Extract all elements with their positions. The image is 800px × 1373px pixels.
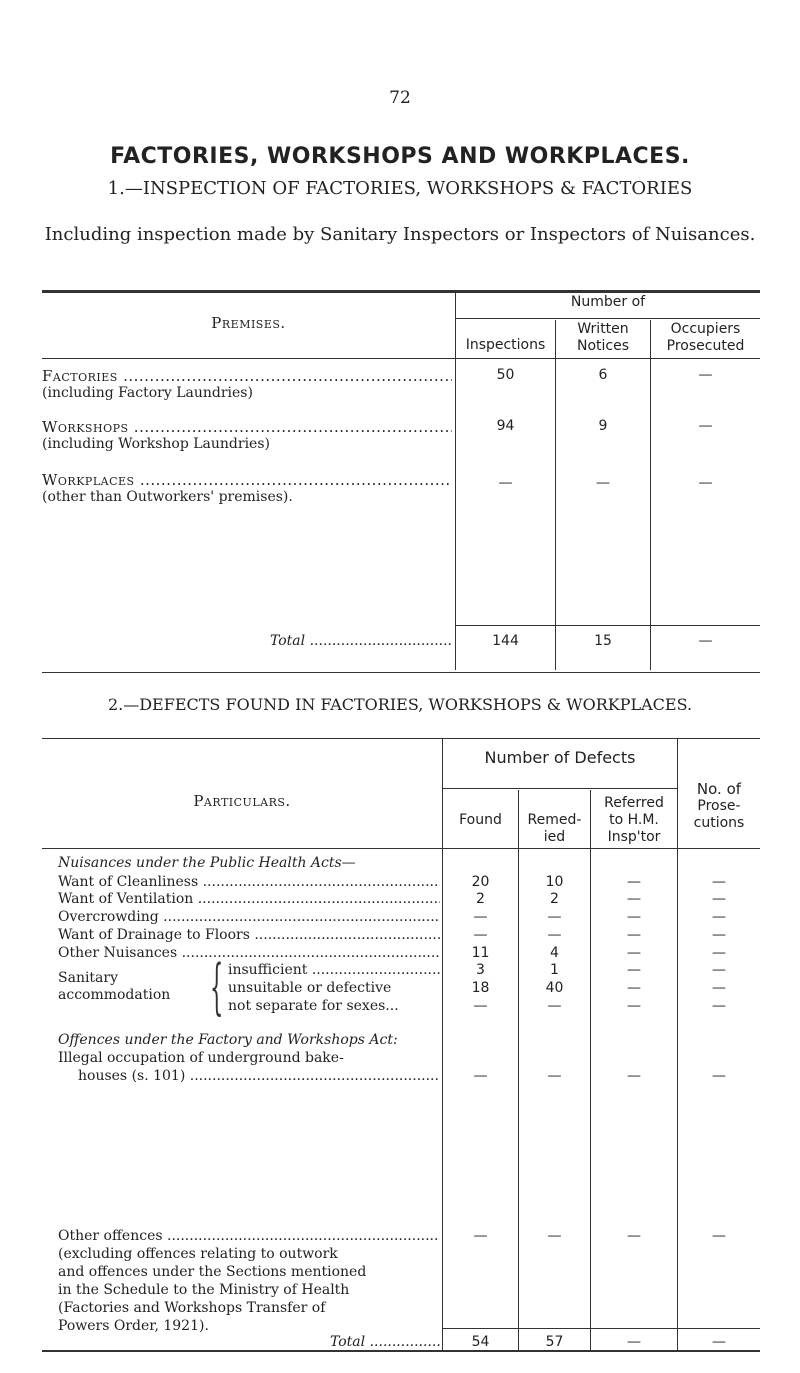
cleanliness-remedied: 10 [545, 874, 564, 890]
sanitary-unsuitable-remedied: 40 [545, 980, 564, 996]
table1-bottom-rule [42, 672, 760, 673]
sanitary-brace-icon: { [210, 952, 224, 1022]
nuisances-heading: Nuisances under the Public Health Acts— [58, 855, 356, 871]
sanitary-separate-found: — [473, 998, 488, 1014]
section2-title: 2.—DEFECTS FOUND IN FACTORIES, WORKSHOPS & WORKPLACES. [107, 695, 693, 714]
referred-header-2: to H.M. [609, 812, 659, 828]
sanitary-separate-label: not separate for sexes... [228, 998, 399, 1014]
sanitary-unsuitable-label: unsuitable or defective [228, 980, 392, 996]
sanitary-unsuitable-prosecutions: — [712, 980, 726, 996]
workshops-notices: 9 [598, 418, 608, 434]
workplaces-prosecuted: — [698, 475, 713, 491]
page-number: 72 [389, 88, 411, 108]
ventilation-label: Want of Ventilation ..... [58, 891, 440, 907]
illegal-prosecutions: — [712, 1068, 726, 1084]
prosecutions-header-2: Prose- [697, 798, 741, 814]
ventilation-remedied: 2 [550, 891, 559, 907]
other-offences-desc-4: (Factories and Workshops Transfer of [58, 1300, 326, 1316]
other-offences-found: — [473, 1228, 488, 1244]
table1-header-rule [42, 358, 760, 359]
prosecutions-header-3: cutions [693, 815, 745, 831]
table1-total-label: Total ..... [270, 633, 452, 649]
other-offences-desc-2: and offences under the Sections mentioned [58, 1264, 367, 1280]
overcrowding-label: Overcrowding ..... [58, 909, 440, 925]
sanitary-insufficient-remedied: 1 [550, 962, 559, 978]
overcrowding-remedied: — [547, 909, 562, 925]
sanitary-separate-referred: — [627, 998, 641, 1014]
sanitary-separate-remedied: — [547, 998, 562, 1014]
drainage-prosecutions: — [712, 927, 726, 943]
overcrowding-found: — [473, 909, 488, 925]
total-inspections: 144 [492, 633, 519, 649]
found-header: Found [459, 812, 502, 828]
total-prosecuted: — [698, 633, 713, 649]
referred-header-1: Referred [604, 795, 664, 811]
other-offences-referred: — [627, 1228, 641, 1244]
section1-title: 1.—INSPECTION OF FACTORIES, WORKSHOPS & FACTORIES [107, 178, 693, 199]
occupiers-header-1: Occupiers [670, 321, 741, 337]
cleanliness-found: 20 [471, 874, 490, 890]
workshops-prosecuted: — [698, 418, 713, 434]
sanitary-label-2: accommodation [58, 987, 171, 1003]
total-prosecutions: — [712, 1334, 726, 1350]
cleanliness-label: Want of Cleanliness ..... [58, 874, 440, 890]
workplaces-notices: — [596, 475, 610, 491]
cleanliness-referred: — [627, 874, 641, 890]
drainage-remedied: — [547, 927, 562, 943]
prosecutions-header-1: No. of [696, 780, 742, 798]
offences-heading: Offences under the Factory and Workshops Act: [58, 1032, 398, 1048]
premises-header: Premises. [211, 314, 286, 332]
table2-header-rule [42, 848, 760, 849]
sanitary-insufficient-found: 3 [476, 962, 485, 978]
overcrowding-referred: — [627, 909, 641, 925]
other-nuisances-label: Other Nuisances ..... [58, 945, 440, 961]
total-found: 54 [471, 1334, 490, 1350]
ventilation-prosecutions: — [712, 891, 726, 907]
illegal-occupation-label-2: houses (s. 101) ..... [78, 1068, 440, 1084]
table2-vline-1 [442, 738, 443, 1350]
drainage-referred: — [627, 927, 641, 943]
table2-total-rule [443, 1328, 760, 1329]
total-referred: — [627, 1334, 641, 1350]
other-offences-desc-3: in the Schedule to the Ministry of Health [58, 1282, 350, 1298]
workplaces-inspections: — [498, 475, 513, 491]
sanitary-unsuitable-found: 18 [471, 980, 490, 996]
factories-notices: 6 [598, 367, 608, 383]
number-of-header: Number of [570, 294, 646, 310]
other-nuisances-remedied: 4 [550, 945, 559, 961]
written-header-1: Written [577, 321, 629, 337]
referred-header-3: Insp'tor [607, 829, 661, 845]
ventilation-found: 2 [476, 891, 485, 907]
occupiers-header-2: Prosecuted [666, 338, 745, 354]
workplaces-sub: (other than Outworkers' premises). [42, 489, 293, 505]
workplaces-label: Workplaces ..... [42, 471, 452, 489]
ventilation-referred: — [627, 891, 641, 907]
other-offences-prosecutions: — [712, 1228, 726, 1244]
particulars-header: Particulars. [193, 792, 291, 810]
factories-prosecuted: — [698, 367, 713, 383]
total-notices: 15 [594, 633, 612, 649]
inspections-header: Inspections [465, 337, 546, 353]
number-of-defects-header: Number of Defects [484, 748, 636, 767]
factories-inspections: 50 [496, 367, 515, 383]
drainage-found: — [473, 927, 488, 943]
total-remedied: 57 [545, 1334, 564, 1350]
drainage-label: Want of Drainage to Floors ..... [58, 927, 440, 943]
other-offences-remedied: — [547, 1228, 562, 1244]
workshops-sub: (including Workshop Laundries) [42, 436, 270, 452]
table2-bottom-rule [42, 1350, 760, 1352]
sanitary-label-1: Sanitary [58, 970, 119, 986]
sanitary-unsuitable-referred: — [627, 980, 641, 996]
other-nuisances-referred: — [627, 945, 641, 961]
table2-top-rule [42, 738, 760, 739]
other-offences-label: Other offences ..... [58, 1228, 440, 1244]
illegal-found: — [473, 1068, 488, 1084]
cleanliness-prosecutions: — [712, 874, 726, 890]
other-nuisances-found: 11 [471, 945, 490, 961]
illegal-occupation-label-1: Illegal occupation of underground bake- [58, 1050, 344, 1066]
workshops-label: Workshops ..... [42, 418, 452, 436]
overcrowding-prosecutions: — [712, 909, 726, 925]
table1-top-rule [42, 290, 760, 293]
table2-subheader-rule [443, 788, 677, 789]
sanitary-insufficient-label: insufficient ..... [228, 962, 440, 978]
workshops-inspections: 94 [496, 418, 515, 434]
sanitary-separate-prosecutions: — [712, 998, 726, 1014]
other-offences-desc-5: Powers Order, 1921). [58, 1318, 209, 1334]
illegal-referred: — [627, 1068, 641, 1084]
written-header-2: Notices [576, 338, 630, 354]
remedied-header-2: ied [543, 829, 566, 845]
factories-sub: (including Factory Laundries) [42, 385, 253, 401]
section1-subtitle: Including inspection made by Sanitary Inspectors or Inspectors of Nuisances. [44, 224, 756, 245]
sanitary-insufficient-referred: — [627, 962, 641, 978]
sanitary-insufficient-prosecutions: — [712, 962, 726, 978]
remedied-header-1: Remed- [527, 812, 582, 828]
other-nuisances-prosecutions: — [712, 945, 726, 961]
other-offences-desc-1: (excluding offences relating to outwork [58, 1246, 338, 1262]
table1-subheader-rule [456, 318, 760, 319]
factories-label: Factories ..... [42, 367, 452, 385]
illegal-remedied: — [547, 1068, 562, 1084]
table2-total-label: Total ..... [330, 1334, 440, 1350]
table1-total-rule [456, 625, 760, 626]
main-title: FACTORIES, WORKSHOPS AND WORKPLACES. [110, 144, 690, 169]
